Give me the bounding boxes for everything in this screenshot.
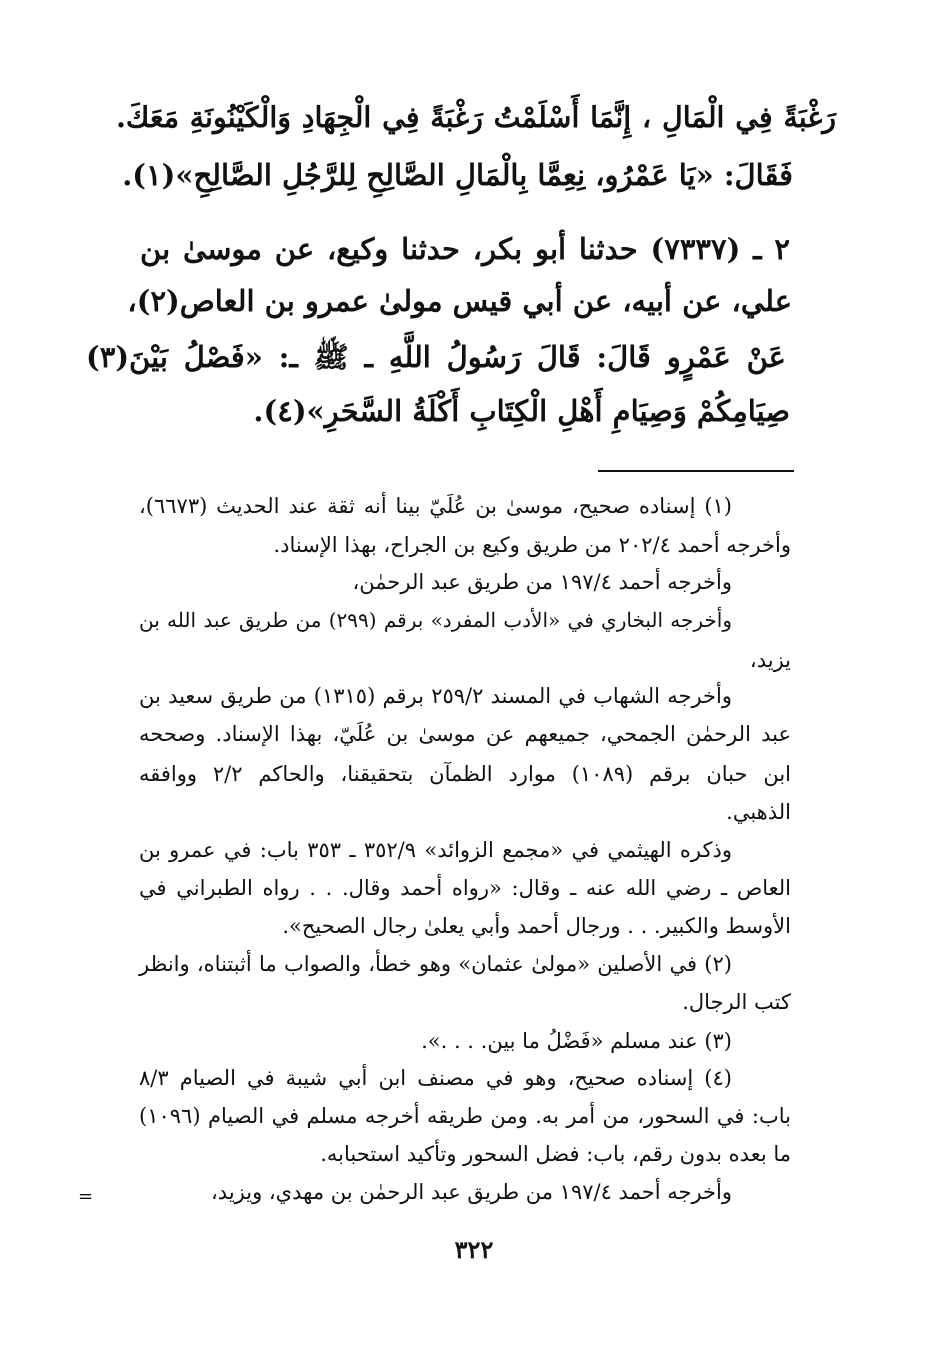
footnote-line-14: كتب الرجال. [682,990,791,1014]
footnote-line-7: عبد الرحمٰن الجمحي، جميعهم عن موسىٰ بن عُلَيّ، بهذا الإسناد. وصححه [139,722,791,746]
footnote-line-1: (١) إسناده صحيح، موسىٰ بن عُلَيّ بينا أنه ثقة عند الحديث (٦٦٧٣)، [139,494,732,518]
main-line-5: عَنْ عَمْرٍو قَالَ: قَالَ رَسُولُ اللَّهِ ـ ﷺ ـ: «فَصْلُ بَيْنَ(٣) [86,340,786,374]
footnote-line-3: وأخرجه أحمد ١٩٧/٤ من طريق عبد الرحمٰن، [352,570,732,594]
footnote-line-18: ما بعده بدون رقم، باب: فضل السحور وتأكيد استحبابه. [320,1142,791,1166]
footnote-line-19: وأخرجه أحمد ١٩٧/٤ من طريق عبد الرحمٰن بن مهدي، ويزيد، [211,1180,732,1204]
main-line-2: فَقَالَ: «يَا عَمْرُو، نِعِمَّا بِالْمَالِ الصَّالِحِ لِلرَّجُلِ الصَّالِحِ»(١). [122,158,793,192]
main-line-4: علي، عن أبيه، عن أبي قيس مولىٰ عمرو بن العاص(٢)، [127,284,792,318]
footnote-line-5: يزيد، [749,648,791,672]
footnote-line-15: (٣) عند مسلم «فَضْلُ ما بين. . . .». [421,1029,732,1053]
footnote-line-9: الذهبي. [726,800,791,824]
footnote-line-6: وأخرجه الشهاب في المسند ٢٥٩/٢ برقم (١٣١٥) من طريق سعيد بن [139,684,732,708]
footnote-line-12: الأوسط والكبير. . . ورجال أحمد وأبي يعلىٰ رجال الصحيح». [282,914,791,938]
footnote-line-8: ابن حبان برقم (١٠٨٩) موارد الظمآن بتحقيقنا، والحاكم ٢/٢ ووافقه [139,762,791,786]
main-line-1: رَغْبَةً فِي الْمَالِ ، إِنَّمَا أَسْلَمْتُ رَغْبَةً فِي الْجِهَادِ وَالْكَيْنُونَةِ مَعَكَ. [116,100,836,134]
footnote-line-11: العاص ـ رضي الله عنه ـ وقال: «رواه أحمد وقال. . . رواه الطبراني في [139,876,791,900]
footnote-separator [598,470,794,472]
main-line-3: ٢ ـ (٧٣٣٧) حدثنا أبو بكر، حدثنا وكيع، عن موسىٰ بن [140,232,790,266]
footnote-line-16: (٤) إسناده صحيح، وهو في مصنف ابن أبي شيبة في الصيام ٨/٣ [139,1066,732,1090]
footnote-line-10: وذكره الهيثمي في «مجمع الزوائد» ٣٥٢/٩ ـ ٣٥٣ باب: في عمرو بن [139,838,732,862]
footnote-line-13: (٢) في الأصلين «مولىٰ عثمان» وهو خطأ، والصواب ما أثبتناه، وانظر [139,952,732,976]
continuation-mark: = [78,1186,94,1207]
main-line-6: صِيَامِكُمْ وَصِيَامِ أَهْلِ الْكِتَابِ أَكْلَةُ السَّحَرِ»(٤). [253,394,790,428]
footnote-line-2: وأخرجه أحمد ٢٠٢/٤ من طريق وكيع بن الجراح، بهذا الإسناد. [273,533,791,557]
footnote-line-17: باب: في السحور، من أمر به. ومن طريقه أخرجه مسلم في الصيام (١٠٩٦) [139,1104,791,1128]
page-number: ٣٢٢ [454,1235,494,1264]
footnote-line-4: وأخرجه البخاري في «الأدب المفرد» برقم (٢٩٩) من طريق عبد الله بن [139,608,733,632]
